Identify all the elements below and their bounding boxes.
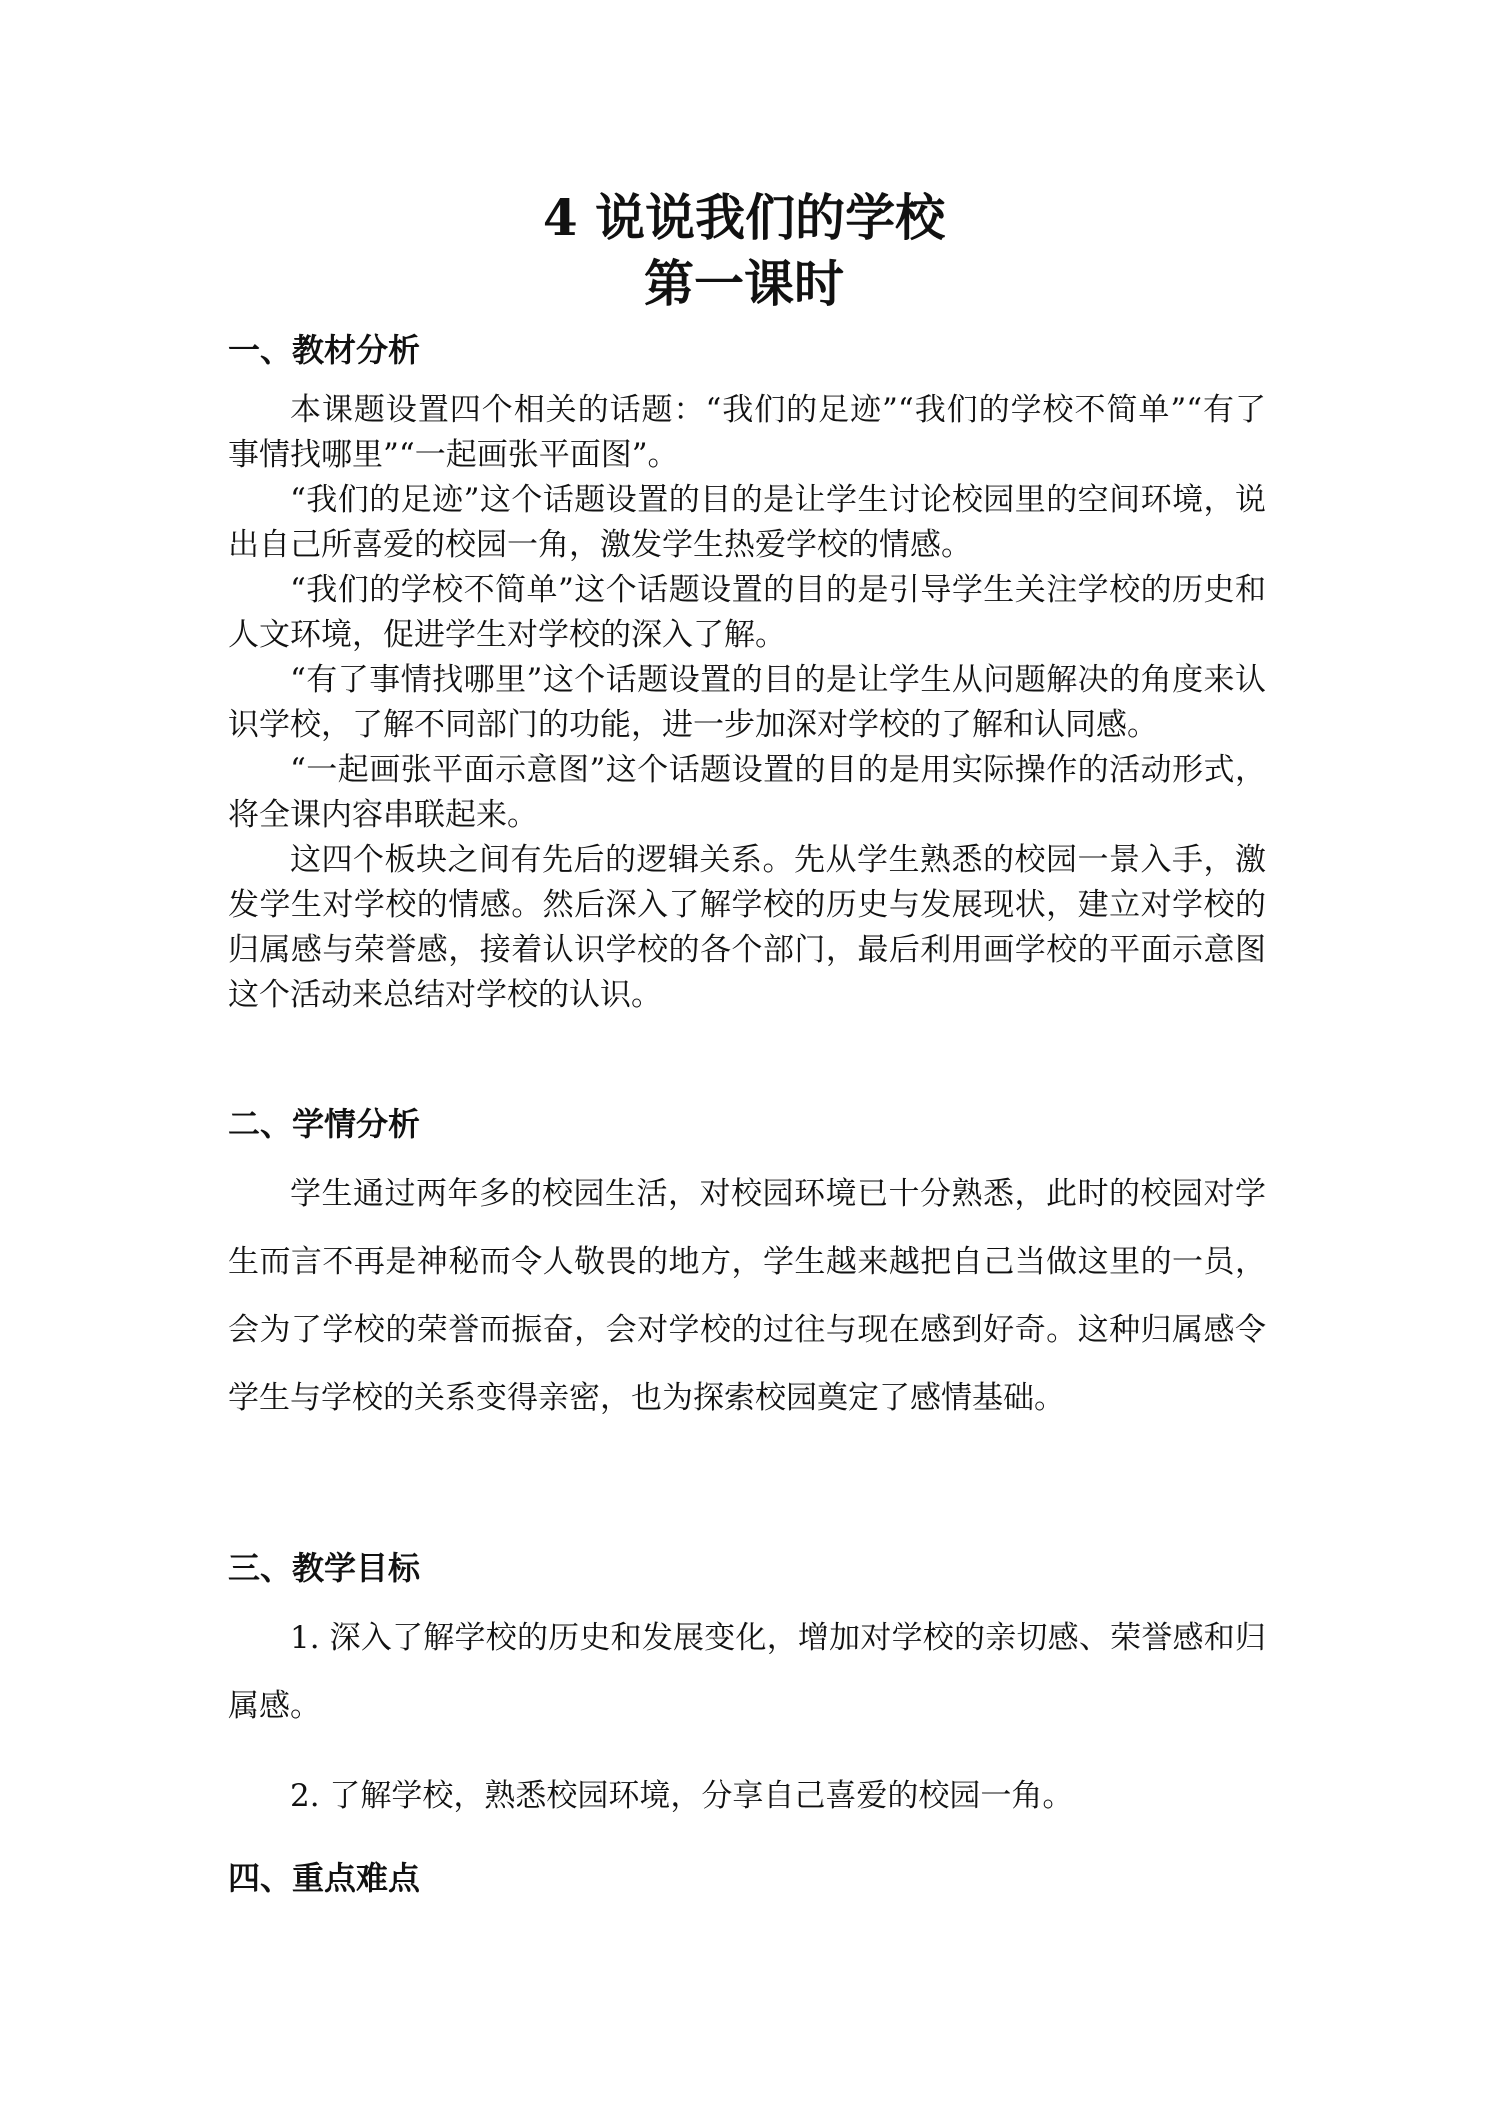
paragraph: “我们的足迹”这个话题设置的目的是让学生讨论校园里的空间环境，说出自己所喜爱的校园一角，激发学生热爱学校的情感。 (228, 482, 1266, 563)
section-heading-teaching-goals: 三、教学目标 (228, 1549, 421, 1587)
paragraph: 学生通过两年多的校园生活，对校园环境已十分熟悉，此时的校园对学生而言不再是神秘而令人敬畏的地方，学生越来越把自己当做这里的一员，会为了学校的荣誉而振奋，会对学校的过往与现在感到好奇。这种归属感令学生与学校的关系变得亲密，也为探索校园奠定了感情基础。 (228, 1176, 1266, 1416)
paragraph: 这四个板块之间有先后的逻辑关系。先从学生熟悉的校园一景入手，激发学生对学校的情感。然后深入了解学校的历史与发展现状，建立对学校的归属感与荣誉感，接着认识学校的各个部门，最后利用画学校的平面示意图这个活动来总结对学校的认识。 (228, 842, 1266, 1013)
section-body-teaching-goals (228, 1604, 1266, 1852)
paragraph: “我们的学校不简单”这个话题设置的目的是引导学生关注学校的历史和人文环境，促进学生对学校的深入了解。 (228, 572, 1266, 653)
section-heading-textbook-analysis: 一、教材分析 (228, 331, 421, 369)
section-heading-student-analysis: 二、学情分析 (228, 1105, 421, 1143)
goal-item: 2. 了解学校，熟悉校园环境，分享自己喜爱的校园一角。 (290, 1778, 1074, 1814)
lesson-subtitle: 第一课时 (644, 254, 844, 313)
section-body-student-analysis (228, 1160, 1266, 1432)
lesson-title: 4 说说我们的学校 (542, 188, 946, 247)
section-body-textbook-analysis (228, 388, 1266, 1018)
paragraph: 本课题设置四个相关的话题：“我们的足迹”“我们的学校不简单”“有了事情找哪里”“一起画张平面图”。 (228, 392, 1266, 473)
paragraph: “有了事情找哪里”这个话题设置的目的是让学生从问题解决的角度来认识学校，了解不同部门的功能，进一步加深对学校的了解和认同感。 (228, 662, 1266, 743)
paragraph: “一起画张平面示意图”这个话题设置的目的是用实际操作的活动形式，将全课内容串联起来。 (228, 752, 1266, 833)
goal-item: 1. 深入了解学校的历史和发展变化，增加对学校的亲切感、荣誉感和归属感。 (228, 1620, 1266, 1724)
section-heading-key-difficulties: 四、重点难点 (228, 1859, 421, 1897)
